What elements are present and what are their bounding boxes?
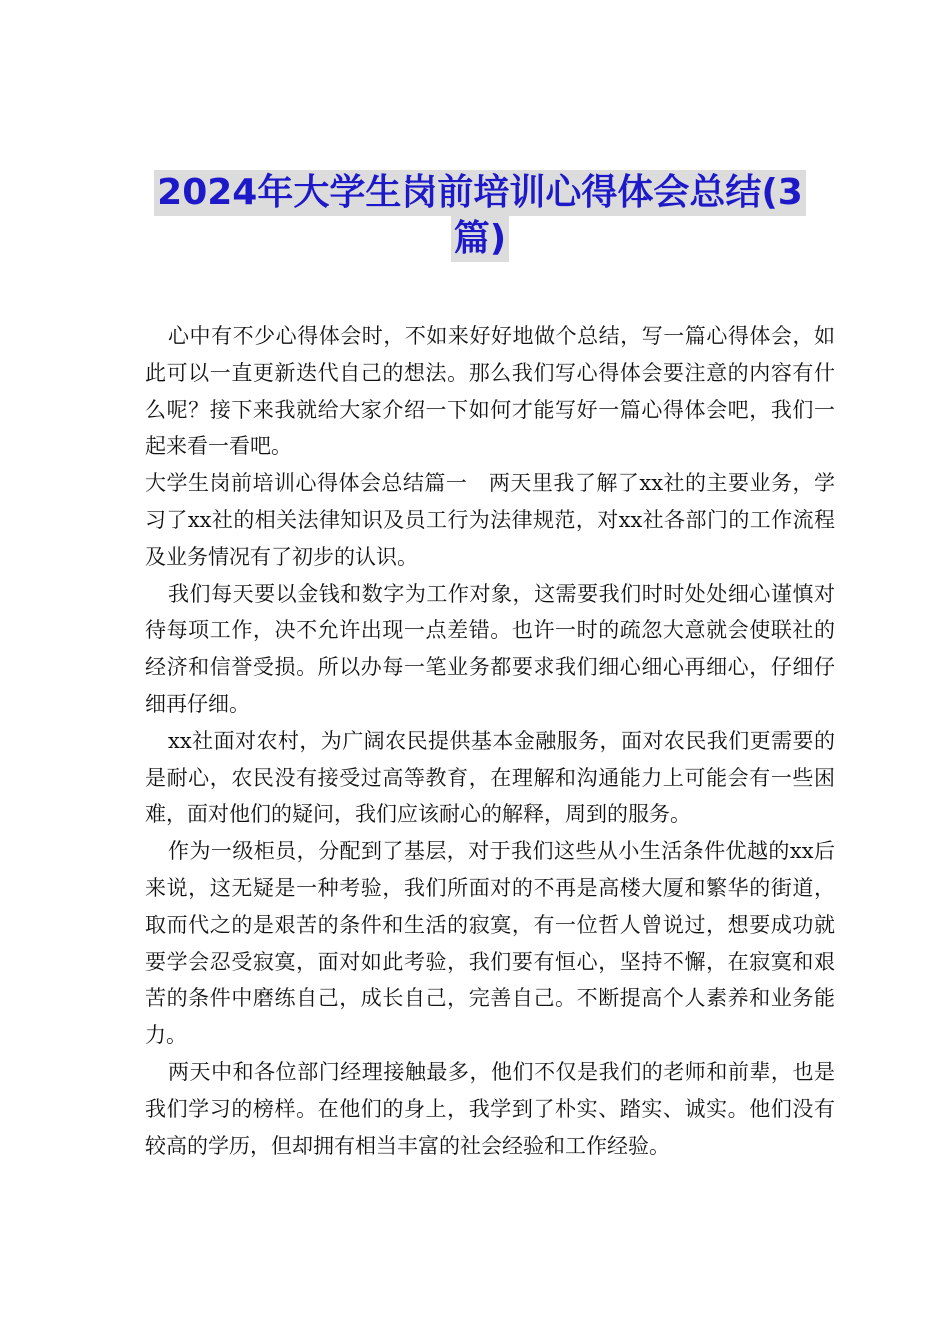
paragraph: 作为一级柜员，分配到了基层，对于我们这些从小生活条件优越的xx后来说，这无疑是一种考验，我们所面对的不再是高楼大厦和繁华的街道，取而代之的是艰苦的条件和生活的寂寞，有一位哲人曾说过，想要成功就要学会忍受寂寞，面对如此考验，我们要有恒心，坚持不懈，在寂寞和艰苦的条件中磨练自己，成长自己，完善自己。不断提高个人素养和业务能力。 — [145, 839, 835, 1048]
document-title — [140, 170, 820, 262]
paragraph: xx社面对农村，为广阔农民提供基本金融服务，面对农民我们更需要的是耐心，农民没有接受过高等教育，在理解和沟通能力上可能会有一些困难，面对他们的疑问，我们应该耐心的解释，周到的服务。 — [145, 728, 835, 827]
title-line-2: 篇) — [451, 216, 509, 262]
paragraph-section-one: 大学生岗前培训心得体会总结篇一 两天里我了解了xx社的主要业务，学习了xx社的相关法律知识及员工行为法律规范，对xx社各部门的工作流程及业务情况有了初步的认识。 — [145, 471, 835, 569]
document-body — [145, 318, 835, 1164]
paragraph: 我们每天要以金钱和数字为工作对象，这需要我们时时处处细心谨慎对待每项工作，决不允许出现一点差错。也许一时的疏忽大意就会使联社的经济和信誉受损。所以办每一笔业务都要求我们细心细心再细心，仔细仔细再仔细。 — [145, 581, 835, 716]
paragraph-intro: 心中有不少心得体会时，不如来好好地做个总结，写一篇心得体会，如此可以一直更新迭代自己的想法。那么我们写心得体会要注意的内容有什么呢？接下来我就给大家介绍一下如何才能写好一篇心得体会吧，我们一起来看一看吧。 — [145, 324, 835, 459]
title-line-1: 2024年大学生岗前培训心得体会总结(3 — [154, 170, 806, 216]
paragraph: 两天中和各位部门经理接触最多，他们不仅是我们的老师和前辈，也是我们学习的榜样。在他们的身上，我学到了朴实、踏实、诚实。他们没有较高的学历，但却拥有相当丰富的社会经验和工作经验。 — [145, 1059, 835, 1158]
